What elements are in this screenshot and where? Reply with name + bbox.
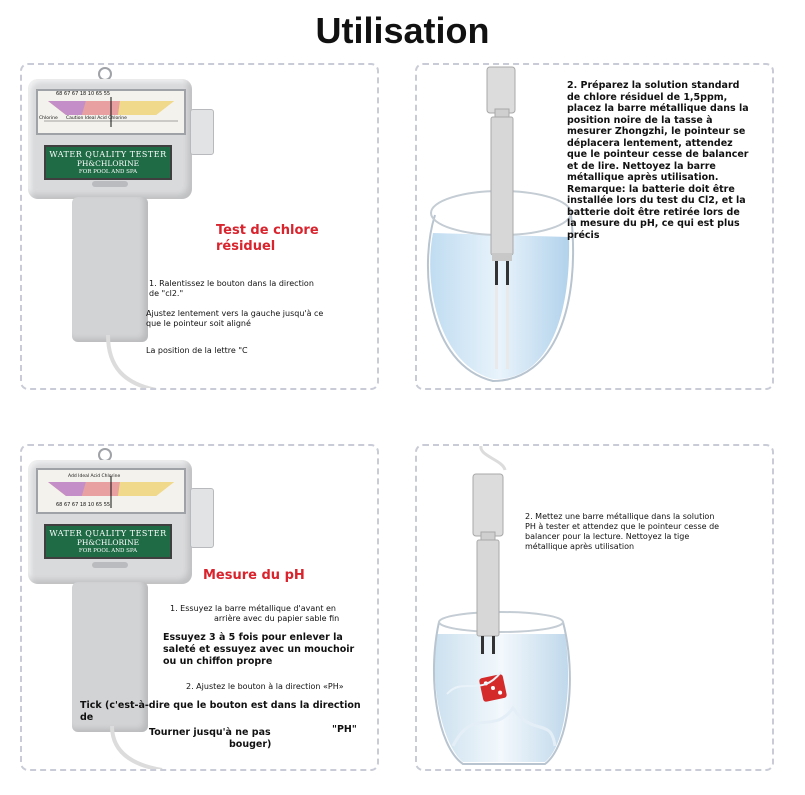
- panel-prepare-solution: [415, 63, 774, 390]
- glass-with-probe: [421, 65, 581, 385]
- ph-heading: Mesure du pH: [203, 568, 305, 583]
- chlorine-heading: Test de chlore résiduel: [216, 223, 319, 254]
- meter-scale: [36, 468, 186, 514]
- battery-cover: [190, 109, 214, 155]
- immerse-probe-text: 2. Mettez une barre métallique dans la solution PH à tester et attendez que le pointeur cesse de balancer pour la lecture. Nettoyez la tige métallique après utilisation: [525, 512, 720, 551]
- scale-graphic: [38, 91, 184, 133]
- ph-step-2: 2. Ajustez le bouton à la direction «PH»: [186, 682, 344, 691]
- scale-top-labels: Add Ideal Acid Chlorine: [68, 474, 121, 479]
- scale-top-numbers: 68 67 67 18 10 65 55: [56, 91, 111, 97]
- probe-cable: [92, 335, 212, 390]
- vent-slots: [92, 562, 128, 568]
- scale-bottom-label: Chlorine: [39, 116, 58, 121]
- page-title: Utilisation: [315, 10, 490, 51]
- product-label: WATER QUALITY TESTER PH&CHLORINE FOR POOL AND SPA: [44, 145, 172, 180]
- ph-step-2-note: Tourner jusqu'à ne pas bouger): [149, 727, 272, 750]
- vent-slots: [92, 181, 128, 187]
- prepare-solution-text: 2. Préparez la solution standard de chlore résiduel de 1,5ppm, placez la barre métallique dans la position noire de la tasse à mesurer Zhongzhi, le pointeur se déplacera lentement, attendez que le pointeur cesse de balancer et de lire. Nettoyez la barre métallique après utilisation. Remarque: la batterie doit être installée lors du test du Cl2, et la batterie doit être retirée lors de la mesure du pH, ce qui est plus précis: [567, 80, 749, 241]
- chlorine-step-3: La position de la lettre "C: [146, 346, 248, 355]
- glass-with-probe-and-dice: [423, 446, 583, 768]
- scale-bottom-numbers: 68 67 67 18 10 65 55: [56, 502, 111, 508]
- ph-step-1: 1. Essuyez la barre métallique d'avant en arrière avec du papier sable fin: [170, 604, 340, 623]
- ph-step-2-detail: Tick (c'est-à-dire que le bouton est dans la direction de "PH": [80, 700, 361, 735]
- panel-chlorine-test: [20, 63, 379, 390]
- battery-cover: [190, 488, 214, 548]
- meter-scale: [36, 89, 186, 135]
- scale-middle-labels: Caution Ideal Acid Chlorine: [66, 116, 127, 121]
- product-label: WATER QUALITY TESTER PH&CHLORINE FOR POOL AND SPA: [44, 524, 172, 559]
- chlorine-step-1: 1. Ralentissez le bouton dans la direction de "cl2.": [149, 279, 314, 298]
- tester-handle: [72, 197, 148, 342]
- ph-step-1-detail: Essuyez 3 à 5 fois pour enlever la saleté et essuyez avec un mouchoir ou un chiffon propre: [163, 632, 355, 667]
- chlorine-step-2: Ajustez lentement vers la gauche jusqu'à ce que le pointeur soit aligné: [146, 309, 324, 328]
- panel-ph-measurement: [20, 444, 379, 771]
- panel-immerse-probe: [415, 444, 774, 771]
